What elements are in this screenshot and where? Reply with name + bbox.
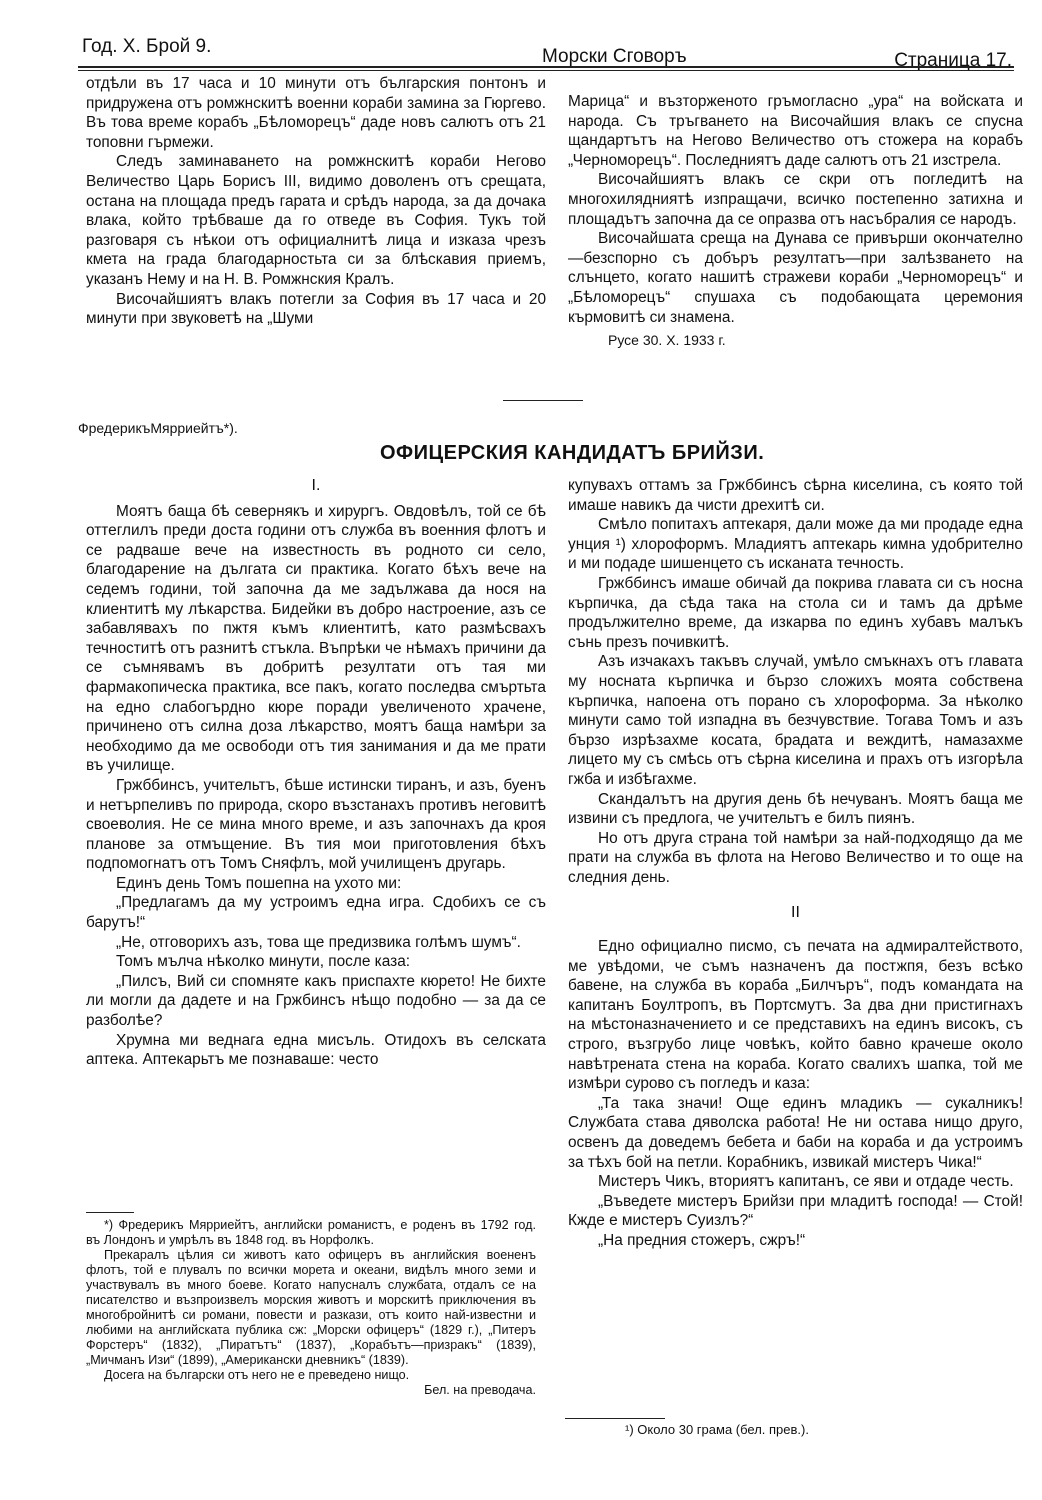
paragraph: Марица“ и възторженото гръмогласно „ура“ на войската и народа. Съ тръгването на Височайшия влакъ се спусна щандартътъ на Негово Величество отъ стожера на корабъ „Черноморецъ“. Последниятъ даде салютъ отъ 21 изстрела.	[568, 93, 1023, 169]
paragraph: купувахъ оттамъ за Гржббинсъ сѣрна киселина, съ която той имаше навикъ да чисти дрехитѣ си.	[568, 477, 1023, 514]
article-column-right	[568, 476, 1023, 1251]
paragraph: „Пилсъ, Вий си спомняте какъ приспахте кюрето! Не бихте ли могли да дадете и на Гржбинсъ нѣщо подобно — за да се разболѣе?	[86, 972, 546, 1030]
paragraph: Височайшата среща на Дунава се привърши окончателно—безспорно съ добъръ резултатъ—при залѣзването на слънцето, когато нашитѣ стражеви кораби „Черноморецъ“ и „Бѣломорецъ“ спушаха съ подобающата церемония кърмовитѣ си знамена.	[568, 230, 1023, 326]
paragraph: „Въведете мистеръ Брийзи при младитѣ господа! — Стой! Кжде е мистеръ Суизлъ?“	[568, 1192, 1023, 1230]
paragraph: Хрумна ми веднага една мисъль. Отидохъ въ селската аптека. Аптекарьтъ ме познаваше: често	[86, 1031, 546, 1069]
paragraph: Азъ изчакахъ такъвъ случай, умѣло смъкнахъ отъ главата му носната кърпичка и бързо сложихъ моята собствена кърпичка, напоена отъ порано съ хлороформа. За нѣколко минути само той изпадна въ безчувствие. Тогава Томъ и азъ бързо изрѣзахме косата, брадата и веждитѣ, намазахме лицето му съ смѣсь отъ сѣрна киселина и прахъ отъ изгорѣла гжба и избѣгахме.	[568, 653, 1023, 788]
article-author: ФредерикъМярриейтъ*).	[78, 420, 238, 436]
section-divider	[503, 400, 583, 401]
article-column-left	[86, 476, 546, 1070]
paragraph: Едно официално писмо, съ печата на адмиралтейството, ме увѣдоми, че съмъ назначенъ да постжпя, безъ всѣко бавене, на служба въ кораба „Билчъръ“, подъ командата на капитанъ Боултропъ, въ Портсмутъ. За два дни пристигнахъ на мѣстоназначението и се представихъ на единъ високъ, съ строго, възгрубо лице човѣкъ, който бавно крачеше около навѣтрената стена на кораба. Когато свалихъ шапка, той ме измѣри сурово съ погледъ и каза:	[568, 938, 1023, 1093]
chapter-heading: II	[791, 904, 800, 922]
paragraph: Но отъ друга страна той намѣри за най-подходящо да ме прати на служба въ флота на Негово Величество и то още на следния день.	[568, 829, 1023, 886]
paragraph: Следъ заминаването на ромжнскитѣ кораби Негово Величество Царь Борисъ III, видимо доволенъ отъ срещата, остана на площада предъ гарата и срѣдъ народа, за да дочака влака, който трѣбваше да го отведе въ София. Тукъ той разговаря съ нѣкои отъ официалнитѣ лица и изказа чрезъ кмета на града благодарностьта си за блѣскавия приемъ, указанъ Нему и на Н. В. Ромжнския Кралъ.	[86, 153, 546, 288]
footnote-author	[86, 1218, 536, 1398]
paragraph: Смѣло попитахъ аптекаря, дали може да ми продаде една унция ¹) хлороформъ. Младиятъ аптекарь кимна удобрително и ми подаде шишенцето съ исканата течность.	[568, 516, 1023, 573]
footnote-text: Досега на български отъ него не е преведено нищо.	[104, 1368, 410, 1382]
translator-note: Бел. на преводача.	[424, 1383, 536, 1397]
paragraph: отдѣли въ 17 часа и 10 минути отъ българския понтонъ и придружена отъ ромжнскитѣ военни кораби замина за Гюргево. Въ това време корабъ „Бѣломорецъ“ даде новъ салютъ отъ 21 топовни гърмежи.	[86, 75, 546, 151]
footnote-text: *) Фредерикъ Мярриейтъ, английски романистъ, е роденъ въ 1792 год. въ Лондонъ и умрѣлъ въ 1848 год. въ Норфолкъ.	[86, 1218, 536, 1247]
paragraph: Скандалътъ на другия день бѣ нечуванъ. Моятъ баща ме извини съ предлога, че учительтъ е билъ пиянъ.	[568, 790, 1023, 828]
paragraph: Томъ мълча нѣколко минути, после каза:	[116, 953, 411, 971]
footnote-ounce	[595, 1422, 1015, 1438]
paragraph: Гржббинсъ имаше обичай да покрива главата си съ носна кърпичка, да сѣда така на стола си и тамъ да дрѣме продължително време, да изкарва по единъ хубавъ малъкъ сънь презъ почивкитѣ.	[568, 574, 1023, 651]
article-title: ОФИЦЕРСКИЯ КАНДИДАТЪ БРИЙЗИ.	[380, 442, 765, 464]
paragraph: Височайшиятъ влакъ потегли за София въ 17 часа и 20 минути при звуковетѣ на „Шуми	[86, 290, 546, 328]
paragraph: „Та така значи! Още единъ младикъ — сукалникъ! Службата става дяволска работа! Не ни остава нищо друго, освенъ да доведемъ бебета и баби на кораба и да устроимъ за тѣхъ бой на петли. Корабникъ, извикай мистеръ Чика!“	[568, 1094, 1023, 1171]
footnote-text: Прекаралъ цѣлия си животъ като офицеръ въ английския воененъ флотъ, той е плувалъ по всички морета и океани, видѣлъ много земи и участвувалъ въ много боеве. Когато напусналъ службата, отдалъ се на писателство и възпроизвелъ морския животъ и морскитѣ приключения въ многобройнитѣ си романи, повести и разкази, отъ които най-известни и любими на английската публика сж: „Морски офицеръ“ (1829 г.), „Питеръ Форстеръ“ (1832), „Пиратътъ“ (1837), „Корабътъ—призракъ“ (1839), „Мичманъ Изи“ (1899), „Американски дневникъ“ (1839).	[86, 1248, 536, 1367]
report-column-left	[86, 74, 546, 329]
header-rule-thin	[78, 70, 1014, 71]
report-column-right	[568, 92, 1023, 351]
paragraph: Гржббинсъ, учительтъ, бѣше истински тиранъ, и азъ, буенъ и нетърпеливъ по природа, скоро възстанахъ противъ неговитѣ своеволия. Не се мина много време, и азъ започнахъ да кроя планове за отмъщение. Въ тия мои приготовления бѣхъ подпомогнатъ отъ Томъ Сняфлъ, мой училищенъ другарь.	[86, 776, 546, 873]
page-header	[82, 24, 1012, 72]
paragraph: Височайшиятъ влакъ се скри отъ погледитѣ на многохилядниятѣ изпращачи, всичко постепенно затихна и площадътъ започна да се опразва отъ насъбралия се народъ.	[568, 171, 1023, 228]
issue-label: Год. X. Брой 9.	[82, 36, 212, 57]
footnote-rule	[86, 1212, 134, 1213]
footnote-rule	[565, 1418, 665, 1419]
footnote-text: ¹) Около 30 грама (бел. прев.).	[625, 1422, 809, 1437]
page-number: Страница 17.	[894, 50, 1012, 71]
paragraph: „Не, отговорихъ азъ, това ще предизвика голѣмъ шумъ“.	[116, 933, 521, 951]
chapter-heading: I.	[311, 477, 321, 494]
paragraph: Мистеръ Чикъ, вториятъ капитанъ, се яви и отдаде честь.	[598, 1173, 1014, 1191]
paragraph: „На предния стожеръ, сжръ!“	[598, 1231, 806, 1249]
report-signature: Русе 30. X. 1933 г.	[608, 332, 726, 349]
header-rule	[78, 66, 1014, 68]
paragraph: Единъ день Томъ пошепна на ухото ми:	[116, 874, 402, 892]
paragraph: „Предлагамъ да му устроимъ една игра. Сдобихъ се съ барутъ!“	[86, 894, 546, 932]
journal-name: Морски Сговоръ	[542, 46, 687, 67]
paragraph: Моятъ баща бѣ севернякъ и хирургъ. Овдовѣлъ, той се бѣ оттеглилъ преди доста години отъ служба въ военния флотъ и се радваше вече на известность въ родното си село, благодарение на дългата си практика. Когато бѣхъ вече на седемъ години, той започна да ме задължава да нося на клиентитѣ му лѣкарства. Бидейки въ добро настроение, азъ се забавлявахъ по пжтя къмъ клиентитѣ, като размѣсвахъ течноститѣ отъ разнитѣ стъкла. Въпрѣки че нѣмахъ причини да се съмнявамъ въ добритѣ резултати отъ тая ми фармакопическа практика, все пакъ, когато последва смъртьта на едно слабогърдно кюре поради увеличеното храчене, причинено отъ силна доза лѣкарство, моятъ баща намѣри за необходимо да ме освободи отъ тия занимания и да ме прати въ училище.	[86, 502, 546, 775]
